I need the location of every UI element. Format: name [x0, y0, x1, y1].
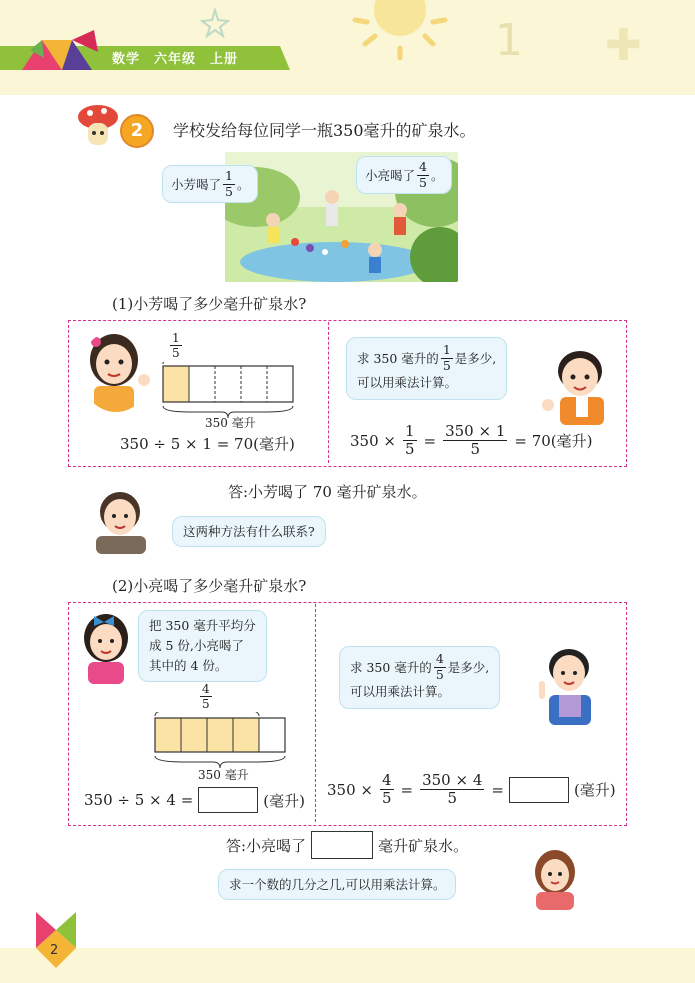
q2-answer-blank-right[interactable] — [509, 777, 569, 803]
eq-part: = 70(毫升) — [514, 432, 593, 450]
frac-den: 5 — [404, 440, 415, 458]
fraction-one-fifth — [223, 170, 235, 198]
frac-den: 5 — [442, 357, 451, 373]
q2-answer — [226, 831, 468, 859]
bubble-pre: 求 350 毫升的 — [357, 350, 439, 366]
frac-num: 350 × 4 — [422, 771, 483, 789]
plus-doodle-icon: ✚ — [605, 20, 642, 71]
girl-bubble-line3: 其中的 4 份。 — [149, 658, 228, 673]
frac-num: 1 — [404, 422, 415, 440]
frac-den: 5 — [447, 789, 457, 807]
bubble-post: 是多少, — [447, 659, 490, 675]
girl-bubble-line1: 把 350 毫升平均分 — [149, 618, 256, 633]
bubble-xiaoliang-text: 小亮喝了 — [365, 167, 416, 183]
q2-bubble-line2: 可以用乘法计算。 — [350, 684, 451, 699]
footer-band — [0, 948, 695, 983]
eq-unit: (毫升) — [573, 781, 616, 799]
bubble-fraction — [441, 344, 453, 372]
frac-num: 4 — [419, 159, 427, 174]
q1-boy-bubble — [346, 337, 507, 400]
girl-avatar — [80, 330, 152, 412]
eq-part: = — [491, 780, 504, 799]
q2-bar-diagram — [150, 712, 290, 772]
girl-with-bow-avatar — [78, 612, 134, 684]
header-subject: 数学 — [112, 52, 141, 67]
frac-den: 5 — [419, 174, 427, 190]
bubble-xiaofang — [162, 165, 258, 203]
answer-pre: 答:小亮喝了 — [226, 836, 307, 855]
q2-bar-label: 350 毫升 — [198, 768, 249, 782]
bubble-xiaoliang — [356, 156, 452, 194]
boy-pointing-avatar — [535, 645, 601, 725]
teacher-man-avatar — [88, 488, 154, 554]
eq-part: 350 ÷ 5 × 4 = — [84, 791, 194, 809]
header-volume: 上册 — [210, 52, 239, 67]
eq-fraction — [403, 424, 417, 457]
header-title — [112, 48, 252, 67]
q1-bar-label: 350 毫升 — [205, 416, 256, 430]
frac-num: 4 — [202, 682, 210, 696]
eq-part: 350 × — [327, 780, 373, 799]
q2-teacher-bubble: 求一个数的几分之几,可以用乘法计算。 — [218, 869, 456, 900]
eq-part: = — [423, 431, 437, 450]
q1-answer: 答:小芳喝了 70 毫升矿泉水。 — [228, 483, 427, 501]
bubble-xiaofang-text: 小芳喝了 — [171, 176, 222, 192]
frac-num: 4 — [435, 651, 444, 666]
q1-equation-left: 350 ÷ 5 × 1 = 70(毫升) — [120, 435, 295, 453]
answer-post: 毫升矿泉水。 — [378, 836, 469, 855]
teacher-woman-avatar — [530, 848, 580, 910]
bubble-fraction — [434, 653, 446, 681]
frac-num: 1 — [225, 168, 233, 183]
page-number: 2 — [50, 943, 59, 958]
bubble-pre: 求 350 毫升的 — [350, 659, 432, 675]
frac-den: 5 — [225, 183, 233, 199]
q2-girl-bubble — [138, 610, 267, 682]
page-number-tangram-icon — [36, 912, 76, 968]
fraction-four-fifths — [417, 161, 429, 189]
frac-den: 5 — [470, 440, 480, 458]
girl-bubble-line2: 成 5 份,小亮喝了 — [149, 638, 244, 653]
bubble-end: 。 — [236, 176, 250, 192]
frac-num: 1 — [172, 331, 180, 345]
sun-doodle-icon — [345, 0, 455, 60]
problem-text: 学校发给每位同学一瓶350毫升的矿泉水。 — [173, 121, 476, 140]
q1-bubble-line1 — [357, 344, 496, 372]
q1-bar-fraction — [170, 332, 182, 359]
q1-divider — [328, 322, 329, 463]
bubble-post: 是多少, — [454, 350, 497, 366]
frac-den: 5 — [435, 666, 444, 682]
q1-bubble-line2: 可以用乘法计算。 — [357, 375, 458, 390]
q2-answer-blank[interactable] — [311, 831, 373, 859]
q1-equation-right — [350, 424, 593, 457]
eq-unit: (毫升) — [263, 791, 305, 810]
frac-den: 5 — [381, 789, 392, 807]
q2-equation-right — [327, 773, 616, 806]
q1-title: (1)小芳喝了多少毫升矿泉水? — [112, 295, 307, 313]
tangram-logo-icon — [22, 30, 102, 70]
frac-den: 5 — [172, 346, 180, 360]
eq-fraction — [380, 773, 394, 806]
eq-fraction-2 — [443, 424, 507, 457]
boy-avatar — [540, 345, 614, 425]
mushroom-mascot-icon — [76, 103, 126, 149]
eq-part: 350 × — [350, 431, 396, 450]
header-grade: 六年级 — [154, 52, 197, 67]
frac-num: 1 — [442, 342, 451, 357]
q2-divider — [315, 604, 316, 822]
q2-bubble-line1 — [350, 653, 489, 681]
q2-boy-bubble — [339, 646, 500, 709]
eq-part: = — [400, 780, 414, 799]
q2-answer-blank-left[interactable] — [198, 787, 258, 813]
q2-title: (2)小亮喝了多少毫升矿泉水? — [112, 577, 307, 595]
frac-num: 350 × 1 — [445, 422, 506, 440]
q2-equation-left — [84, 787, 305, 813]
frac-num: 4 — [381, 771, 392, 789]
example-number-badge — [120, 114, 154, 148]
bubble-end: 。 — [430, 167, 444, 183]
star-doodle-icon — [200, 8, 230, 38]
eq-fraction-2 — [420, 773, 484, 806]
q1-teacher-bubble: 这两种方法有什么联系? — [172, 516, 326, 547]
example-number: 2 — [130, 120, 144, 141]
number-one-doodle-icon: 1 — [495, 15, 523, 66]
q2-bar-fraction — [200, 683, 212, 710]
frac-den: 5 — [202, 697, 210, 711]
